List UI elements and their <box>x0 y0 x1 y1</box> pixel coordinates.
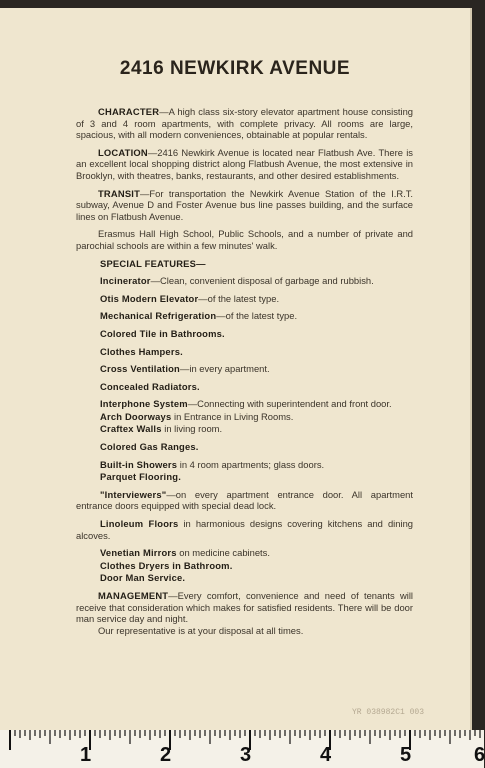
feature-name: "Interviewers" <box>100 488 167 500</box>
management-text: —Every comfort, convenience and need of tenants will receive that consideration which makes for satisfied residents. There will be door man service day and night. <box>76 590 413 625</box>
feature-name: Clothes Dryers in Bathroom. <box>100 559 233 571</box>
feature-item <box>76 547 413 559</box>
feature-desc: —in every apartment. <box>179 363 270 375</box>
feature-item <box>76 471 413 483</box>
feature-item <box>76 423 413 435</box>
feature-item <box>76 310 413 322</box>
character-paragraph <box>76 106 413 141</box>
feature-name: Colored Tile in Bathrooms. <box>100 327 225 339</box>
feature-name: Venetian Mirrors <box>100 547 177 559</box>
feature-desc: —Connecting with superintendent and front door. <box>187 398 392 410</box>
feature-item <box>76 398 413 410</box>
ruler-label: 1 <box>80 744 92 766</box>
feature-desc: in living room. <box>161 423 223 435</box>
feature-name: Incinerator <box>100 275 151 287</box>
page-title: 2416 NEWKIRK AVENUE <box>119 58 351 79</box>
ruler-label: 3 <box>240 744 252 766</box>
location-paragraph <box>76 147 413 182</box>
feature-item <box>76 328 413 340</box>
ruler-label: 5 <box>400 744 412 766</box>
location-text: —2416 Newkirk Avenue is located near Flatbush Ave. There is an excellent local shopping district along Flatbush Avenue, the most extensive in Brooklyn, with theatres, banks, restaurants, and other desired establishments. <box>76 146 413 181</box>
transit-text: —For transportation the Newkirk Avenue Station of the I.R.T. subway, Avenue D and Foster Avenue bus line passes building, and the surface lines on Flatbush Avenue. <box>76 187 413 222</box>
feature-desc: in harmonious designs covering kitchens and dining alcoves. <box>76 518 413 541</box>
document-body <box>76 106 413 642</box>
feature-name: Interphone System <box>100 398 188 410</box>
feature-desc: —on every apartment entrance door. All apartment entrance doors equipped with special dead lock. <box>76 488 413 512</box>
transit-heading: TRANSIT <box>98 187 141 199</box>
feature-item <box>76 381 413 393</box>
feature-desc: in Entrance in Living Rooms. <box>171 410 294 422</box>
feature-name: Door Man Service. <box>100 572 186 584</box>
location-heading: LOCATION <box>98 146 148 158</box>
feature-name: Concealed Radiators. <box>100 380 200 392</box>
character-text: —A high class six-story elevator apartment house consisting of 3 and 4 room apartments, with complete privacy. All rooms are large, spacious, with all modern conveniences, obtainable at popular rentals. <box>76 106 413 141</box>
feature-item <box>76 560 413 572</box>
document-page <box>0 8 470 730</box>
measurement-ruler <box>0 730 484 768</box>
feature-desc: in 4 room apartments; glass doors. <box>177 458 325 470</box>
special-features-label: SPECIAL FEATURES— <box>100 257 206 269</box>
schools-paragraph: Erasmus Hall High School, Public Schools, and a number of private and parochial schools are within a few minutes' walk. <box>76 228 413 251</box>
feature-name: Cross Ventilation <box>100 363 180 375</box>
feature-name: Parquet Flooring. <box>100 471 182 483</box>
feature-item <box>76 518 413 541</box>
feature-item <box>76 275 413 287</box>
feature-item <box>76 346 413 358</box>
feature-desc: on medicine cabinets. <box>176 547 270 559</box>
closing-line: Our representative is at your disposal at all times. <box>98 624 304 636</box>
feature-item <box>76 459 413 471</box>
feature-item <box>76 411 413 423</box>
ruler-label: 4 <box>320 744 332 766</box>
feature-name: Built-in Showers <box>100 458 178 470</box>
feature-desc: —Clean, convenient disposal of garbage and rubbish. <box>150 275 374 287</box>
ruler-label: 6 <box>474 744 485 766</box>
feature-item <box>76 489 413 512</box>
feature-item <box>76 293 413 305</box>
character-heading: CHARACTER <box>98 106 160 117</box>
management-heading: MANAGEMENT <box>98 590 169 601</box>
feature-item <box>76 363 413 375</box>
feature-desc: —of the latest type. <box>198 292 280 304</box>
feature-item <box>76 441 413 453</box>
feature-item <box>76 572 413 584</box>
feature-name: Craftex Walls <box>100 423 162 435</box>
catalog-number: YR 038982C1 003 <box>352 708 425 717</box>
feature-name: Colored Gas Ranges. <box>100 441 199 453</box>
ruler-label: 2 <box>160 744 172 766</box>
feature-name: Clothes Hampers. <box>100 345 183 357</box>
special-features-heading <box>76 258 413 270</box>
feature-desc: —of the latest type. <box>216 310 298 322</box>
transit-paragraph <box>76 188 413 223</box>
feature-name: Mechanical Refrigeration <box>100 310 217 322</box>
management-paragraph <box>76 590 413 625</box>
feature-name: Arch Doorways <box>100 410 172 422</box>
feature-name: Otis Modern Elevator <box>100 292 199 304</box>
feature-name: Linoleum Floors <box>100 518 179 530</box>
